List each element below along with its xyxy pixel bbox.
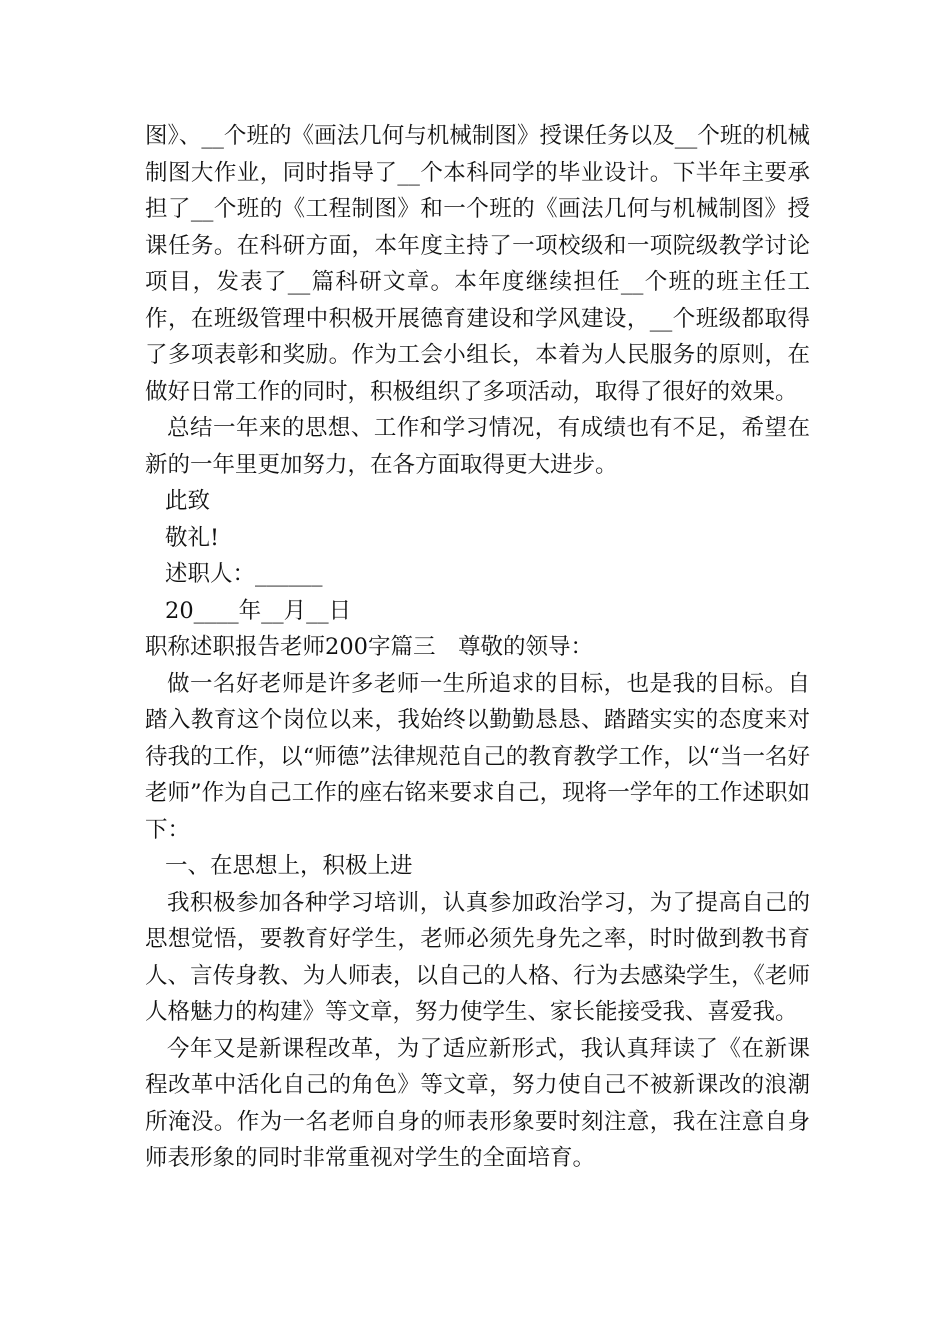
closing-salutation: 此致 [165, 488, 211, 514]
paragraph-introduction: 做一名好老师是许多老师一生所追求的目标，也是我的目标。自踏入教育这个岗位以来，我始终以勤勤恳恳、踏踏实实的态度来对待我的工作，以“师德”法律规范自己的教育教学工作，以“当一名好老师”作为自己工作的座右铭来要求自己，现将一学年的工作述职如下： [145, 670, 810, 843]
signature-line: 述职人：______ [165, 561, 323, 587]
paragraph-curriculum-reform: 今年又是新课程改革，为了适应新形式，我认真拜读了《在新课程改革中活化自己的角色》等文章，努力使自己不被新课改的浪潮所淹没。作为一名老师自身的师表形象要时刻注意，我在注意自身师表形象的同时非常重视对学生的全面培育。 [145, 1035, 810, 1171]
document-body [145, 118, 810, 1177]
paragraph-training: 我积极参加各种学习培训，认真参加政治学习，为了提高自己的思想觉悟，要教育好学生，老师必须先身先之率，时时做到教书育人、言传身教、为人师表，以自己的人格、行为去感染学生，《老师人格魅力的构建》等文章，努力使学生、家长能接受我、喜爱我。 [145, 889, 810, 1025]
paragraph-conclusion: 总结一年来的思想、工作和学习情况，有成绩也有不足，希望在新的一年里更加努力，在各方面取得更大进步。 [145, 415, 810, 478]
closing-regards: 敬礼! [165, 524, 220, 551]
date-line: 20____年__月__日 [165, 597, 352, 624]
section-heading: 职称述职报告老师200字篇三 尊敬的领导： [145, 634, 593, 660]
paragraph-work-summary: 图》、__个班的《画法几何与机械制图》授课任务以及__个班的机械制图大作业，同时指导了__个本科同学的毕业设计。下半年主要承担了__个班的《工程制图》和一个班的《画法几何与机械制图》授课任务。在科研方面，本年度主持了一项校级和一项院级教学讨论项目，发表了__篇科研文章。本年度继续担任__个班的班主任工作，在班级管理中积极开展德育建设和学风建设，__个班级都取得了多项表彰和奖励。作为工会小组长，本着为人民服务的原则，在做好日常工作的同时，积极组织了多项活动，取得了很好的效果。 [145, 123, 810, 405]
subheading-thought: 一、在思想上，积极上进 [165, 853, 413, 879]
